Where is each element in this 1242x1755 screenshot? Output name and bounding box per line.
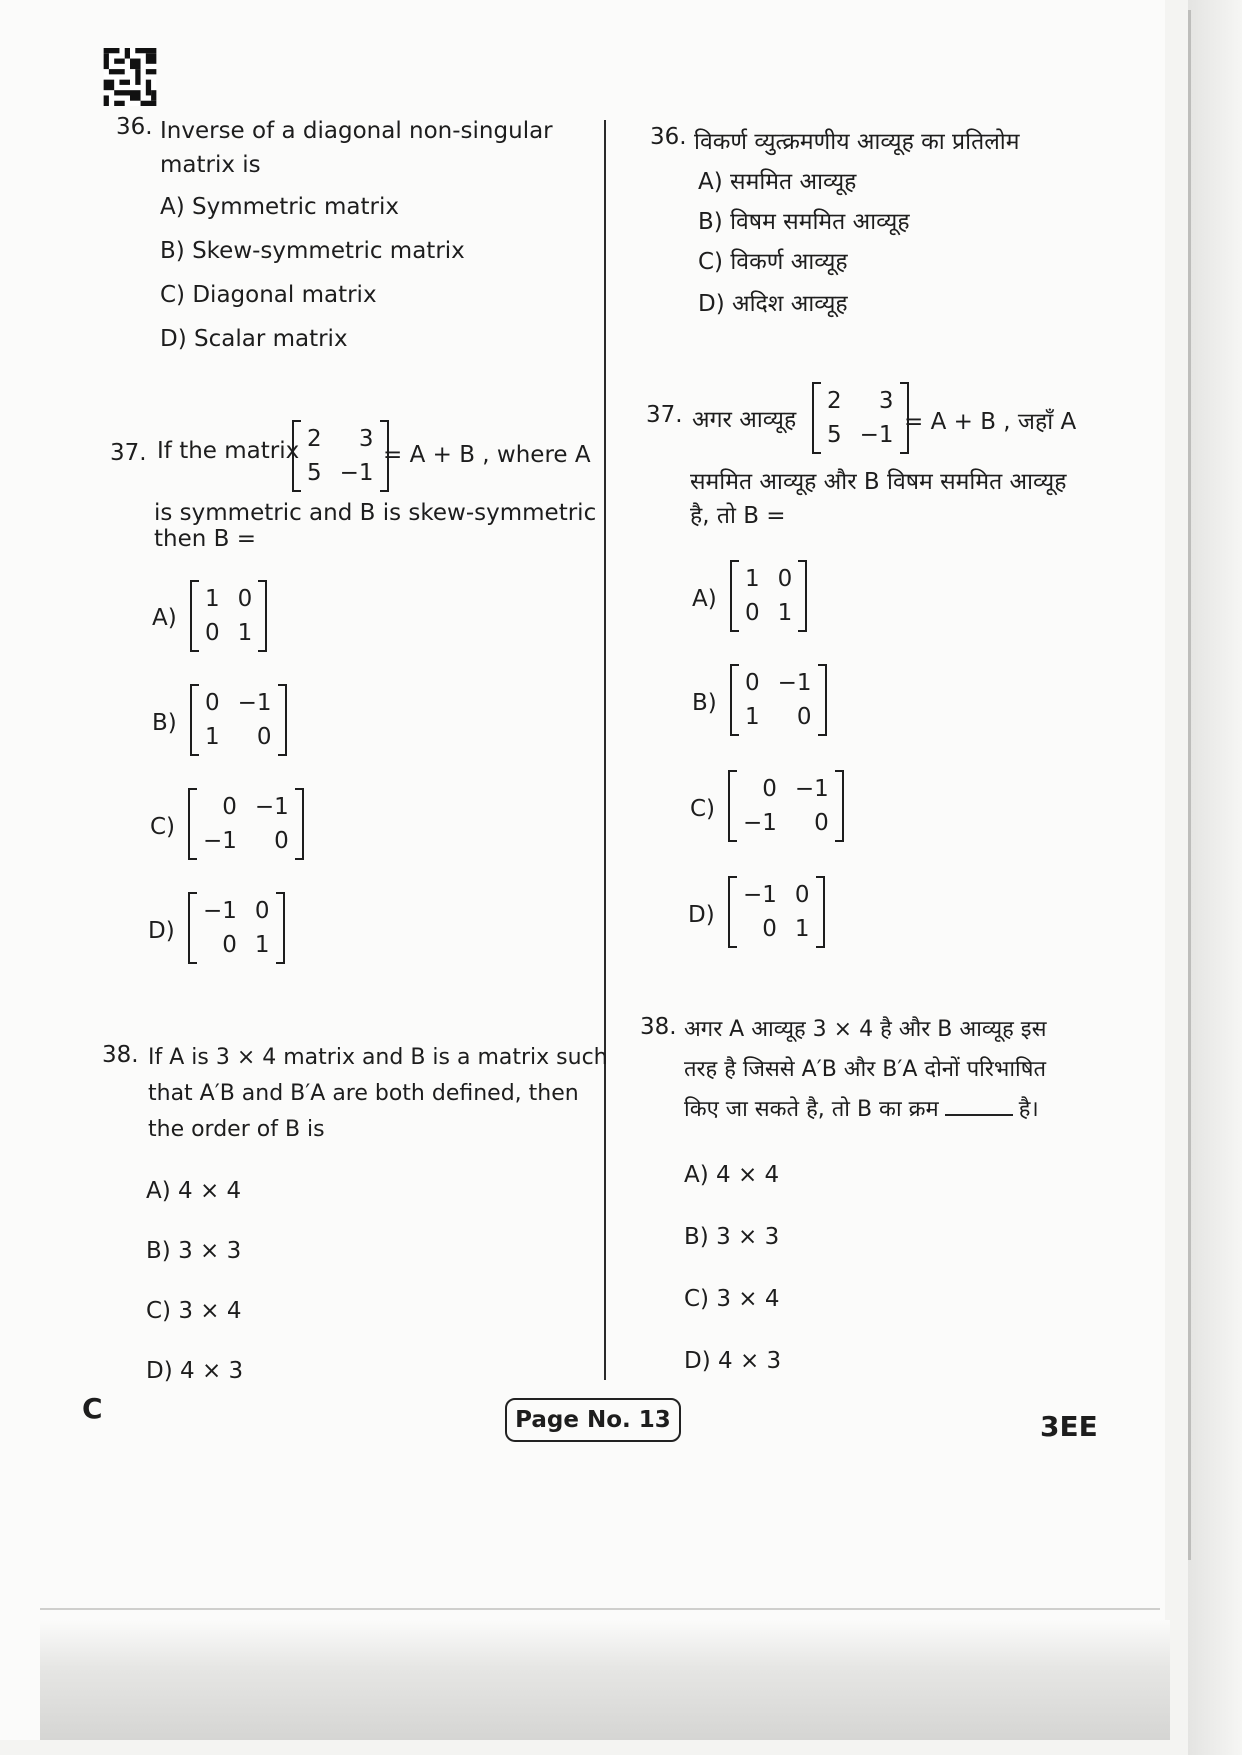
- option-d[interactable]: D): [688, 902, 715, 928]
- matrix-entry: −1: [743, 810, 777, 836]
- question-37-tail: = A + B , where A: [383, 442, 591, 468]
- option-b[interactable]: B) Skew-symmetric matrix: [160, 238, 465, 264]
- question-37-matrix: [292, 420, 389, 492]
- matrix-entry: 0: [256, 724, 272, 750]
- option-a[interactable]: A): [692, 586, 717, 612]
- matrix-entry: −1: [794, 776, 829, 802]
- question-37-line3: then B =: [154, 526, 256, 552]
- question-37-line2-hindi: सममित आव्यूह और B विषम सममित आव्यूह: [690, 469, 1067, 495]
- scan-shadow: [40, 1620, 1170, 1740]
- matrix-entry: 3: [358, 426, 374, 452]
- option-c-matrix[interactable]: [188, 788, 304, 860]
- matrix-entry: 1: [205, 586, 220, 612]
- option-a[interactable]: A) 4 × 4: [146, 1178, 242, 1204]
- question-37-tail-hindi: = A + B , जहाँ A: [904, 409, 1077, 435]
- question-37-lead-hindi: अगर आव्यूह: [692, 407, 797, 433]
- matrix-entry: 0: [745, 670, 760, 696]
- option-a-matrix[interactable]: [730, 560, 807, 632]
- matrix-entry: −1: [339, 460, 374, 486]
- matrix-entry: 0: [222, 932, 237, 958]
- matrix-entry: 0: [814, 810, 829, 836]
- option-c[interactable]: C) Diagonal matrix: [160, 282, 377, 308]
- column-divider: [604, 120, 606, 1380]
- matrix-entry: 0: [762, 776, 777, 802]
- matrix-entry: 2: [827, 388, 842, 414]
- matrix-entry: 1: [745, 704, 760, 730]
- matrix-entry: 0: [274, 828, 289, 854]
- matrix-entry: −1: [859, 422, 894, 448]
- matrix-entry: 1: [237, 620, 253, 646]
- matrix-entry: 0: [205, 690, 220, 716]
- matrix-entry: −1: [743, 882, 777, 908]
- question-number: 37.: [110, 440, 147, 466]
- question-number: 37.: [646, 402, 683, 428]
- question-37-line2: is symmetric and B is skew-symmetric: [154, 500, 597, 526]
- option-c[interactable]: C) विकर्ण आव्यूह: [698, 249, 848, 275]
- question-number: 38.: [640, 1014, 677, 1040]
- option-c[interactable]: C) 3 × 4: [146, 1298, 242, 1324]
- matrix-entry: 5: [827, 422, 842, 448]
- option-b-matrix[interactable]: [730, 664, 827, 736]
- page-edge: [1188, 0, 1242, 1755]
- answer-blank: [945, 1114, 1013, 1116]
- matrix-entry: 0: [745, 600, 760, 626]
- option-b[interactable]: B): [692, 690, 717, 716]
- matrix-entry: 0: [796, 704, 812, 730]
- page-number: Page No. 13: [505, 1398, 681, 1442]
- option-b[interactable]: B): [152, 710, 177, 736]
- option-d[interactable]: D) 4 × 3: [146, 1358, 244, 1384]
- option-b[interactable]: B) विषम सममित आव्यूह: [698, 209, 910, 235]
- option-d[interactable]: D): [148, 918, 175, 944]
- matrix-entry: 5: [307, 460, 322, 486]
- option-a-matrix[interactable]: [190, 580, 267, 652]
- matrix-entry: 0: [254, 898, 270, 924]
- option-a[interactable]: A) Symmetric matrix: [160, 194, 399, 220]
- matrix-entry: 0: [205, 620, 220, 646]
- bottom-rule: [40, 1608, 1160, 1610]
- question-number: 38.: [102, 1042, 139, 1068]
- option-a[interactable]: A) 4 × 4: [684, 1162, 780, 1188]
- booklet-series: C: [82, 1392, 103, 1425]
- option-c[interactable]: C) 3 × 4: [684, 1286, 780, 1312]
- matrix-entry: −1: [254, 794, 289, 820]
- matrix-entry: 1: [205, 724, 220, 750]
- matrix-entry: 1: [794, 916, 810, 942]
- qr-code-icon: [103, 48, 157, 106]
- question-37-lead: If the matrix: [157, 438, 300, 464]
- matrix-entry: 0: [222, 794, 237, 820]
- page-edge-line: [1188, 10, 1191, 1560]
- question-36-stem: Inverse of a diagonal non-singular matrix is: [160, 118, 553, 178]
- option-d[interactable]: D) अदिश आव्यूह: [698, 291, 848, 317]
- matrix-entry: −1: [203, 898, 237, 924]
- option-d-matrix[interactable]: [188, 892, 285, 964]
- matrix-entry: 0: [237, 586, 253, 612]
- matrix-entry: 1: [745, 566, 760, 592]
- matrix-entry: 1: [254, 932, 270, 958]
- question-number: 36.: [650, 124, 687, 150]
- option-d[interactable]: D) 4 × 3: [684, 1348, 782, 1374]
- option-c[interactable]: C): [690, 796, 716, 822]
- matrix-entry: 0: [762, 916, 777, 942]
- question-36-stem-hindi: विकर्ण व्युत्क्रमणीय आव्यूह का प्रतिलोम: [694, 129, 1020, 155]
- option-d[interactable]: D) Scalar matrix: [160, 326, 348, 352]
- matrix-entry: −1: [237, 690, 272, 716]
- paper-code: 3EE: [1040, 1410, 1098, 1443]
- question-37-line3-hindi: है, तो B =: [690, 503, 786, 529]
- matrix-entry: 0: [794, 882, 810, 908]
- matrix-entry: 2: [307, 426, 322, 452]
- matrix-entry: 3: [878, 388, 894, 414]
- option-b[interactable]: B) 3 × 3: [146, 1238, 242, 1264]
- option-d-matrix[interactable]: [728, 876, 825, 948]
- option-a[interactable]: A) सममित आव्यूह: [698, 169, 857, 195]
- option-c[interactable]: C): [150, 814, 176, 840]
- option-c-matrix[interactable]: [728, 770, 844, 842]
- question-number: 36.: [116, 114, 153, 140]
- matrix-entry: 1: [777, 600, 793, 626]
- matrix-entry: 0: [777, 566, 793, 592]
- question-38-stem-hindi: अगर A आव्यूह 3 × 4 है और B आव्यूह इस तरह है जिससे A′B और B′A दोनों परिभाषित किए जा सकते है, तो B का क्रम है।: [684, 1017, 1047, 1122]
- matrix-entry: −1: [777, 670, 812, 696]
- option-b[interactable]: B) 3 × 3: [684, 1224, 780, 1250]
- matrix-entry: −1: [203, 828, 237, 854]
- question-38-stem: If A is 3 × 4 matrix and B is a matrix such that A′B and B′A are both defined, then the order of B is: [148, 1045, 608, 1142]
- question-37-matrix-hindi: [812, 382, 909, 454]
- option-a[interactable]: A): [152, 605, 177, 631]
- option-b-matrix[interactable]: [190, 684, 287, 756]
